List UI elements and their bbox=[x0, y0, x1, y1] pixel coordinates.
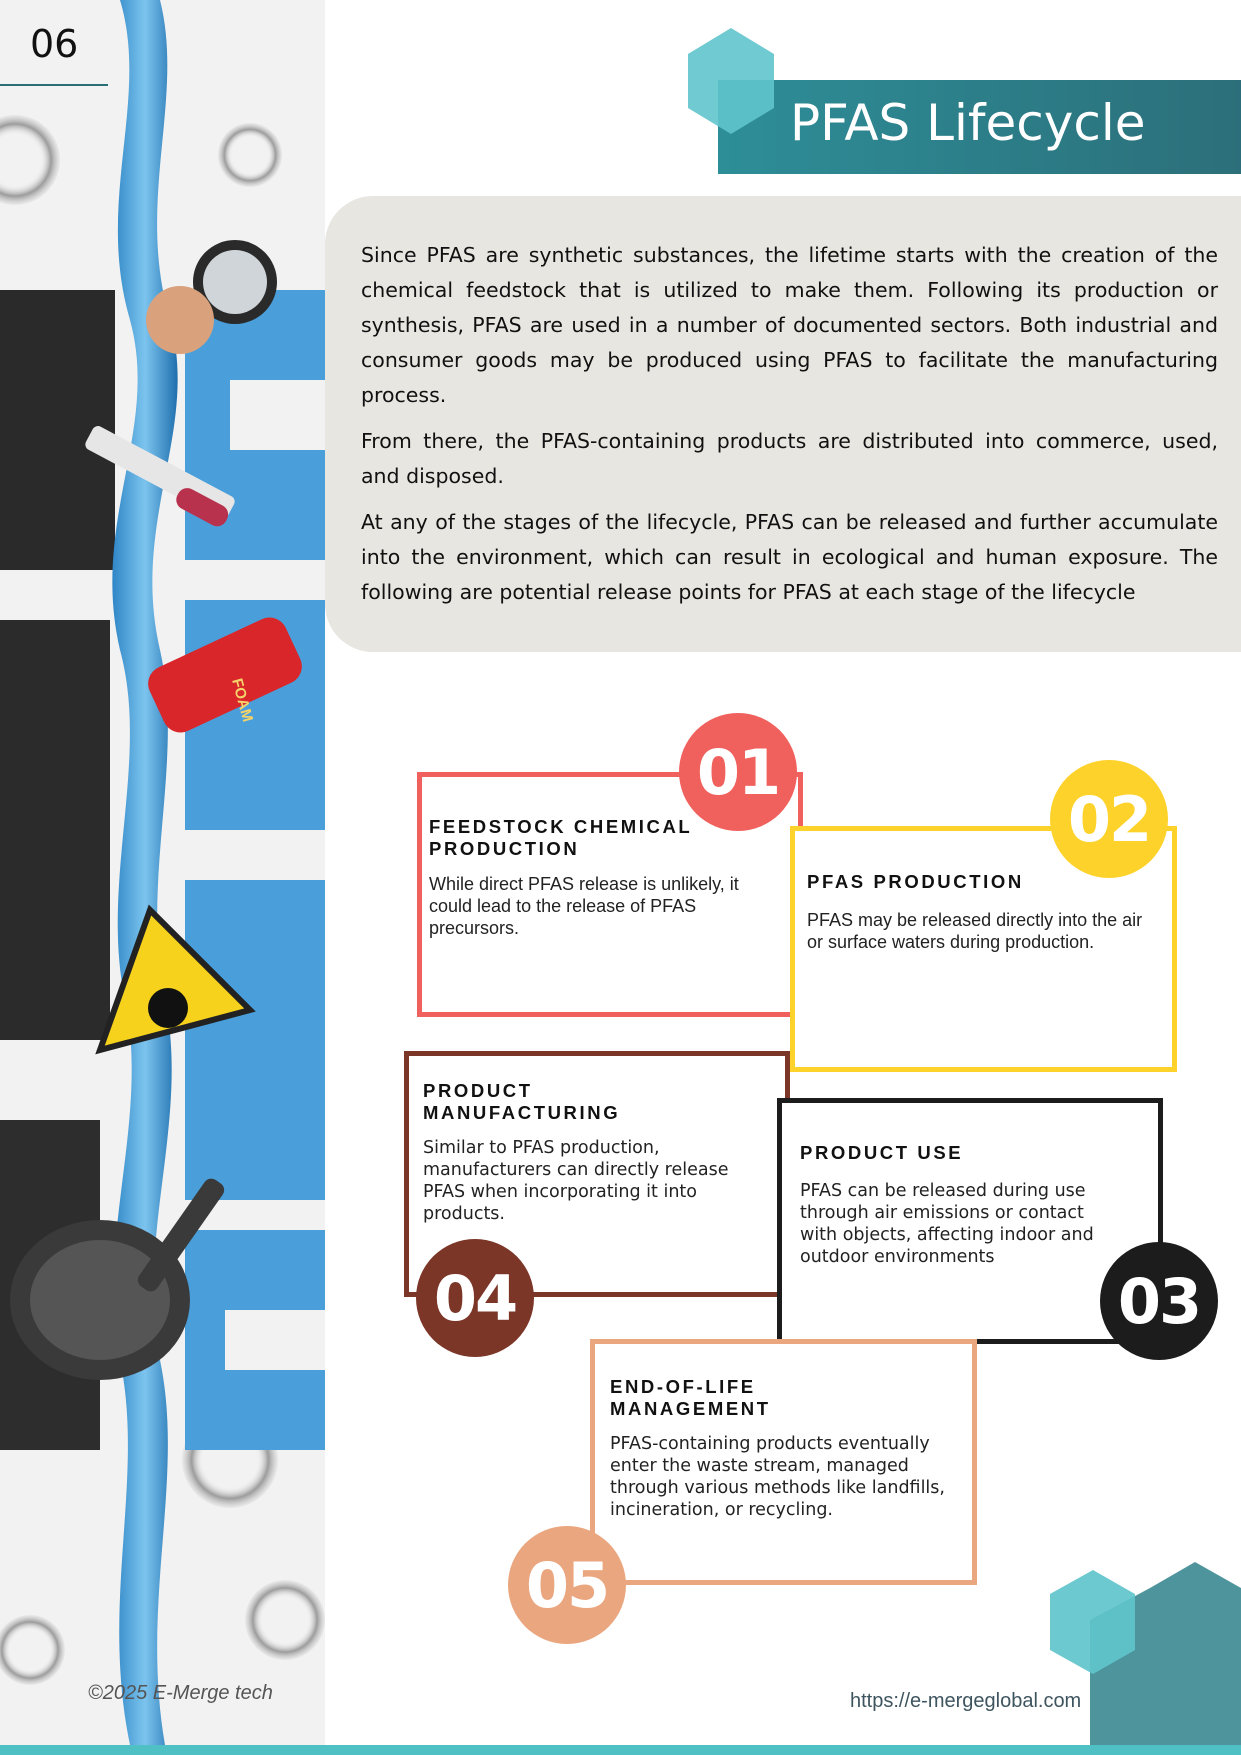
footer-url-link[interactable]: https://e-mergeglobal.com bbox=[850, 1690, 1082, 1712]
extinguisher-label: FOAM bbox=[228, 676, 256, 724]
intro-text bbox=[361, 238, 1218, 621]
intro-paragraph: At any of the stages of the lifecycle, PFAS can be released and further accumulate into the environment, which can result in ecological and human exposure. The following are potential release points for PFAS at each stage of the lifecycle bbox=[361, 510, 1218, 604]
stage-title: FEEDSTOCK CHEMICAL PRODUCTION bbox=[429, 816, 692, 859]
stage-description: PFAS can be released during use through air emissions or contact with objects, affecting indoor and outdoor environments bbox=[800, 1181, 1094, 1267]
stage-description: PFAS-containing products eventually enter the waste stream, managed through various methods like landfills, incineration, or recycling. bbox=[610, 1434, 945, 1520]
stage-description: Similar to PFAS production, manufacturers can directly release PFAS when incorporating it into products. bbox=[423, 1138, 729, 1224]
page-number: 06 bbox=[30, 22, 79, 66]
hexagon-decoration-icon bbox=[1040, 1550, 1241, 1745]
side-image-panel bbox=[0, 0, 325, 1745]
intro-paragraph: Since PFAS are synthetic substances, the lifetime starts with the creation of the chemical feedstock that is utilized to make them. Following its production or synthesis, PFAS are used in a number of documented sectors. Both industrial and consumer goods may be produced using PFAS to facilitate the manufacturing process. bbox=[361, 243, 1218, 407]
stage-badge-03: 03 bbox=[1100, 1242, 1218, 1360]
footer-copyright: ©2025 E-Merge tech bbox=[88, 1682, 273, 1704]
stage-title: END-OF-LIFE MANAGEMENT bbox=[610, 1376, 771, 1419]
intro-paragraph: From there, the PFAS-containing products are distributed into commerce, used, and disposed. bbox=[361, 429, 1218, 488]
page-number-rule bbox=[0, 84, 108, 86]
side-collage-image bbox=[0, 0, 325, 1745]
stage-badge-02: 02 bbox=[1050, 760, 1168, 878]
stage-badge-05: 05 bbox=[508, 1526, 626, 1644]
page-title: PFAS Lifecycle bbox=[790, 94, 1146, 152]
stage-title: PFAS PRODUCTION bbox=[807, 871, 1024, 892]
stage-badge-04: 04 bbox=[416, 1239, 534, 1357]
hexagon-icon bbox=[688, 28, 774, 134]
stage-description: While direct PFAS release is unlikely, it could lead to the release of PFAS precursors. bbox=[429, 874, 739, 938]
stage-title: PRODUCT MANUFACTURING bbox=[423, 1080, 621, 1123]
stage-badge-01: 01 bbox=[679, 713, 797, 831]
stage-description: PFAS may be released directly into the air or surface waters during production. bbox=[807, 910, 1143, 952]
bottom-strip bbox=[0, 1745, 1241, 1755]
stage-title: PRODUCT USE bbox=[800, 1142, 964, 1163]
